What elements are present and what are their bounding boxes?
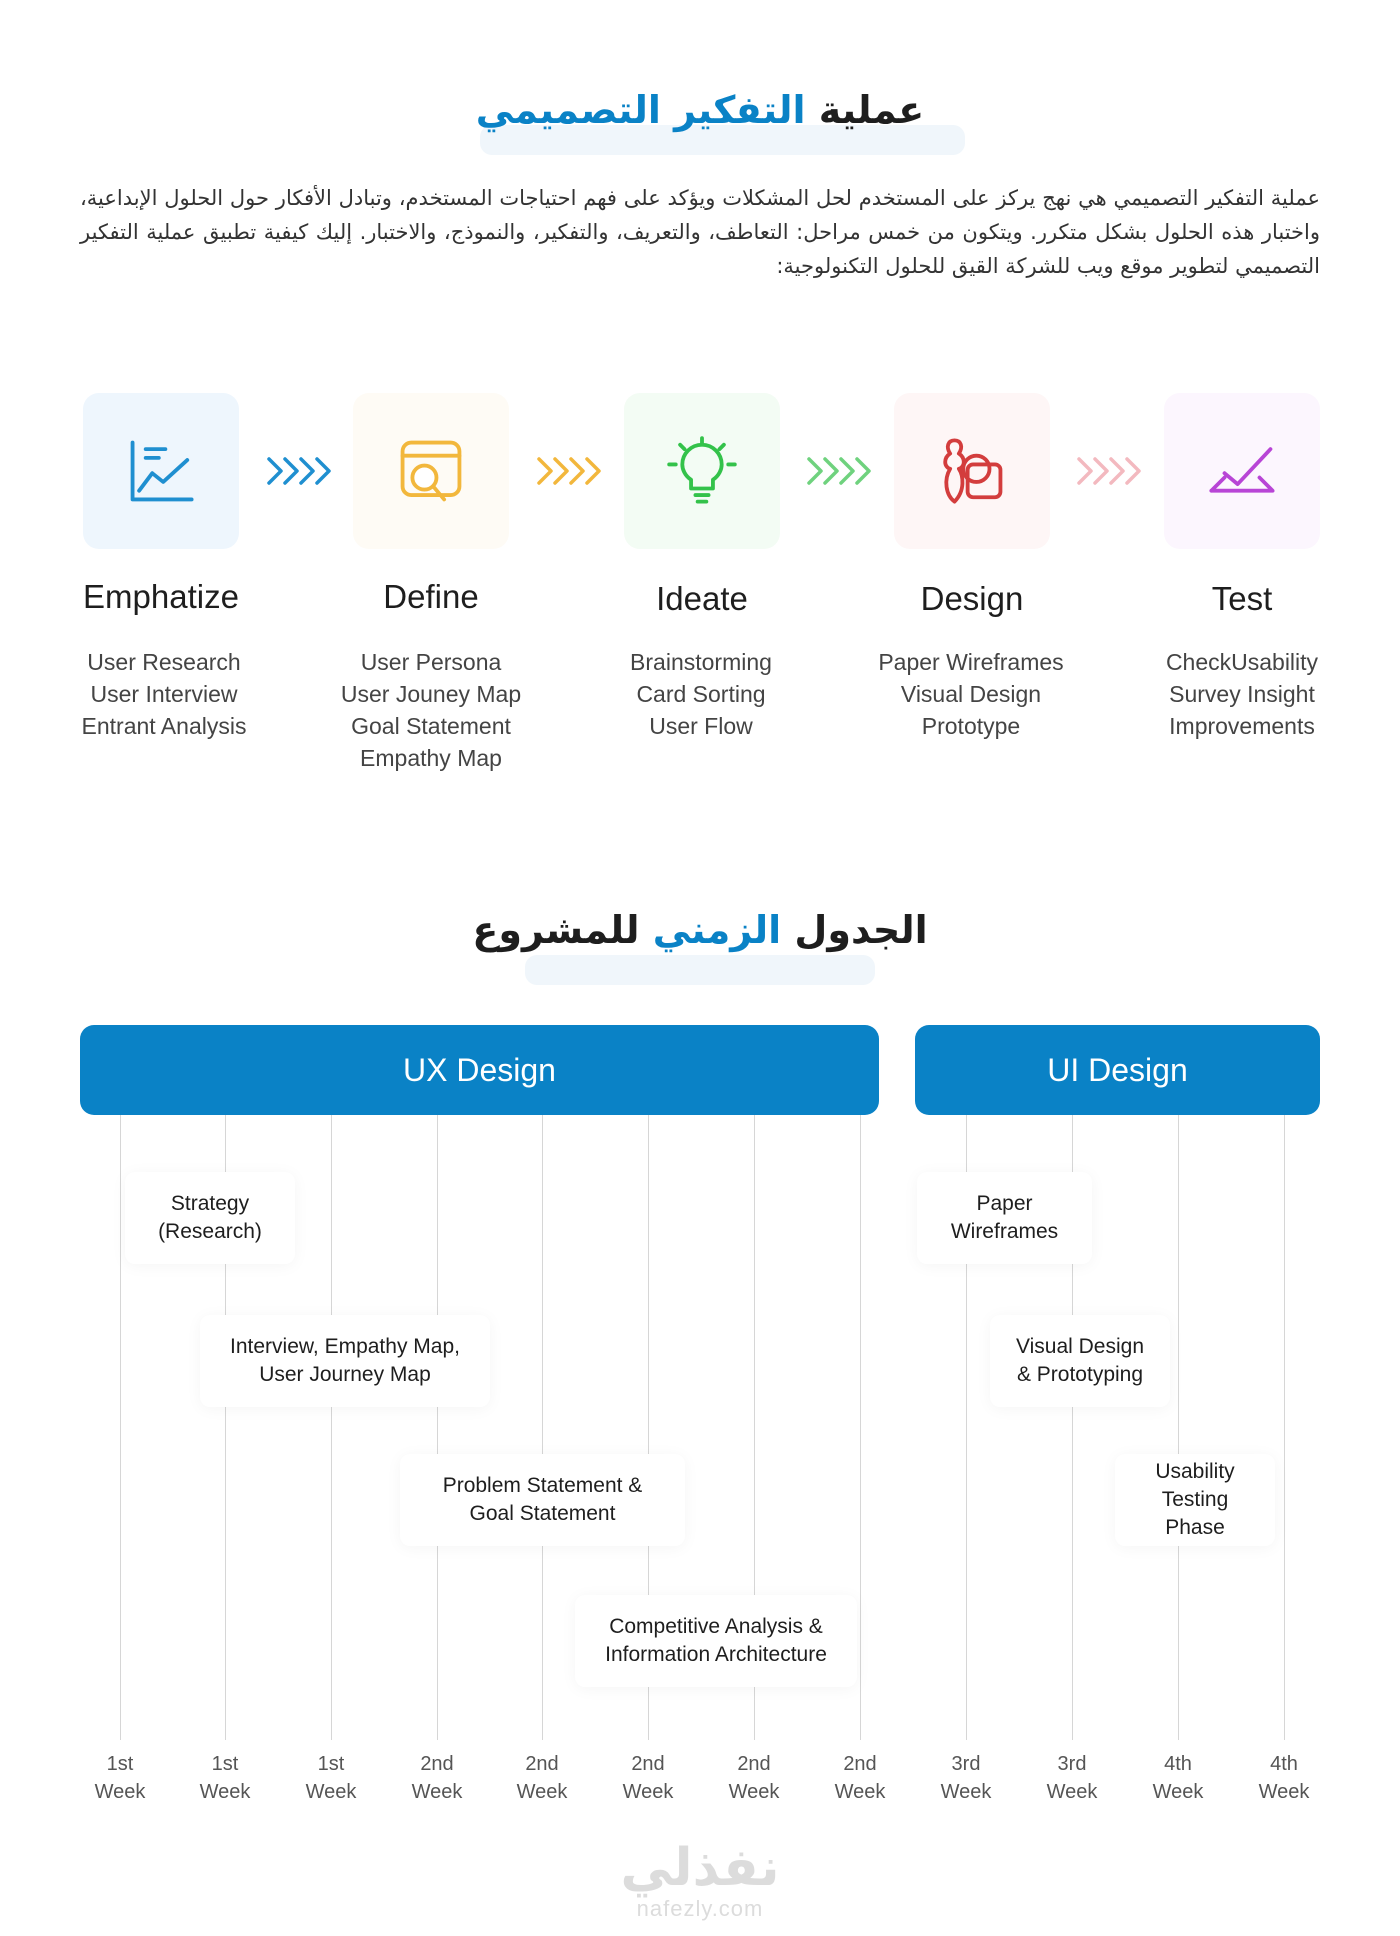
step-emphatize-box: [83, 393, 239, 549]
shapes-icon: [937, 436, 1007, 506]
ux-design-phase-bar: UX Design: [80, 1025, 879, 1115]
task-visual-design-prototyping: [990, 1315, 1170, 1407]
timeline-title-accent: الزمني: [652, 908, 782, 952]
week-label: 2nd Week: [516, 1753, 568, 1803]
list-item: Visual Design: [900, 681, 1042, 707]
task-usability-testing: [1115, 1454, 1275, 1546]
list-item: Empathy Map: [360, 745, 502, 771]
list-item: Entrant Analysis: [81, 713, 247, 739]
step-items-define: [301, 646, 561, 774]
step-title-design: Design: [920, 580, 1024, 617]
task-line: Strategy: [170, 1192, 250, 1215]
chevrons-right-icon: [805, 451, 875, 491]
week-label: 4th Week: [1152, 1753, 1204, 1803]
task-strategy-research: [125, 1172, 295, 1264]
timeline-title-prefix: الجدول: [794, 908, 928, 952]
week-label: 2nd Week: [411, 1753, 463, 1803]
step-design-box: [894, 393, 1050, 549]
week-label: 3rd Week: [940, 1753, 992, 1803]
list-item: Paper Wireframes: [878, 649, 1064, 675]
task-line: Testing Phase: [1161, 1488, 1229, 1539]
timeline-title-highlight: [525, 955, 875, 985]
week-label: 4th Week: [1258, 1753, 1310, 1803]
task-line: Wireframes: [950, 1220, 1059, 1243]
task-line: Goal Statement: [469, 1502, 616, 1525]
timeline-title-suffix: للمشروع: [472, 908, 640, 952]
list-item: User Research: [87, 649, 241, 675]
task-line: Visual Design: [1015, 1335, 1145, 1358]
task-line: User Journey Map: [259, 1363, 431, 1386]
step-items-test: [1112, 646, 1372, 742]
week-label: 2nd Week: [622, 1753, 674, 1803]
task-paper-wireframes: [917, 1172, 1092, 1264]
task-line: Paper: [976, 1192, 1033, 1215]
week-line: [1178, 1115, 1179, 1740]
list-item: User Jouney Map: [340, 681, 522, 707]
chevrons-right-icon: [1075, 451, 1145, 491]
step-items-ideate: [571, 646, 831, 742]
watermark-arabic: نفذلي: [620, 1838, 780, 1898]
step-title-emphatize: Emphatize: [83, 578, 239, 615]
chevrons-right-icon: [535, 451, 605, 491]
week-line: [120, 1115, 121, 1740]
title-accent: التفكير التصميمي: [475, 88, 806, 132]
checkmark-icon: [1207, 436, 1277, 506]
step-title-test: Test: [1211, 580, 1273, 617]
week-label: 1st Week: [94, 1753, 146, 1803]
nafezly-watermark-logo: [560, 1840, 840, 1922]
week-line: [542, 1115, 543, 1740]
step-ideate-box: [624, 393, 780, 549]
list-item: Goal Statement: [351, 713, 511, 739]
task-line: Competitive Analysis &: [609, 1615, 823, 1638]
week-line: [437, 1115, 438, 1740]
week-line: [1284, 1115, 1285, 1740]
list-item: User Interview: [90, 681, 238, 707]
step-title-define: Define: [383, 578, 479, 615]
week-label: 2nd Week: [834, 1753, 886, 1803]
search-window-icon: [396, 436, 466, 506]
list-item: Prototype: [921, 713, 1021, 739]
watermark-latin: nafezly.com: [636, 1896, 764, 1921]
task-line: Information Architecture: [605, 1643, 827, 1666]
list-item: Brainstorming: [630, 649, 772, 675]
step-test-box: [1164, 393, 1320, 549]
lightbulb-icon: [667, 436, 737, 506]
page-title: [0, 88, 1400, 132]
task-line: Problem Statement &: [442, 1474, 643, 1497]
list-item: User Flow: [649, 713, 753, 739]
step-items-design: [841, 646, 1101, 742]
list-item: CheckUsability: [1165, 649, 1319, 675]
week-line: [860, 1115, 861, 1740]
title-prefix: عملية: [818, 88, 925, 132]
step-title-ideate: Ideate: [656, 580, 748, 617]
task-competitive-analysis: [575, 1595, 857, 1687]
chart-icon: [126, 436, 196, 506]
list-item: User Persona: [360, 649, 502, 675]
step-items-emphatize: [34, 646, 294, 742]
task-interview-empathy: [200, 1315, 490, 1407]
week-line: [331, 1115, 332, 1740]
chevrons-right-icon: [265, 451, 335, 491]
intro-paragraph: عملية التفكير التصميمي هي نهج يركز على المستخدم لحل المشكلات ويؤكد على فهم احتياجات المستخدم، وتبادل الأفكار حول الحلول الإبداعية، واختبار هذه الحلول بشكل متكرر. ويتكون من خمس مراحل: التعاطف، والتعريف، والتفكير، والنموذج، والاختبار. إليك كيفية تطبيق عملية التفكير التصميمي لتطوير موقع ويب للشركة القيق للحلول التكنولوجية:: [80, 186, 1320, 278]
week-label: 1st Week: [199, 1753, 251, 1803]
week-label: 1st Week: [305, 1753, 357, 1803]
week-label: 3rd Week: [1046, 1753, 1098, 1803]
task-line: (Research): [158, 1220, 262, 1243]
list-item: Survey Insight: [1169, 681, 1315, 707]
list-item: Improvements: [1169, 713, 1315, 739]
task-line: Interview, Empathy Map,: [230, 1335, 460, 1358]
list-item: Card Sorting: [636, 681, 766, 707]
task-line: Usability: [1155, 1460, 1235, 1483]
ui-design-phase-bar: UI Design: [915, 1025, 1320, 1115]
week-label: 2nd Week: [728, 1753, 780, 1803]
task-problem-goal-statement: [400, 1454, 685, 1546]
timeline-title: [0, 908, 1400, 952]
step-define-box: [353, 393, 509, 549]
task-line: & Prototyping: [1016, 1363, 1144, 1386]
